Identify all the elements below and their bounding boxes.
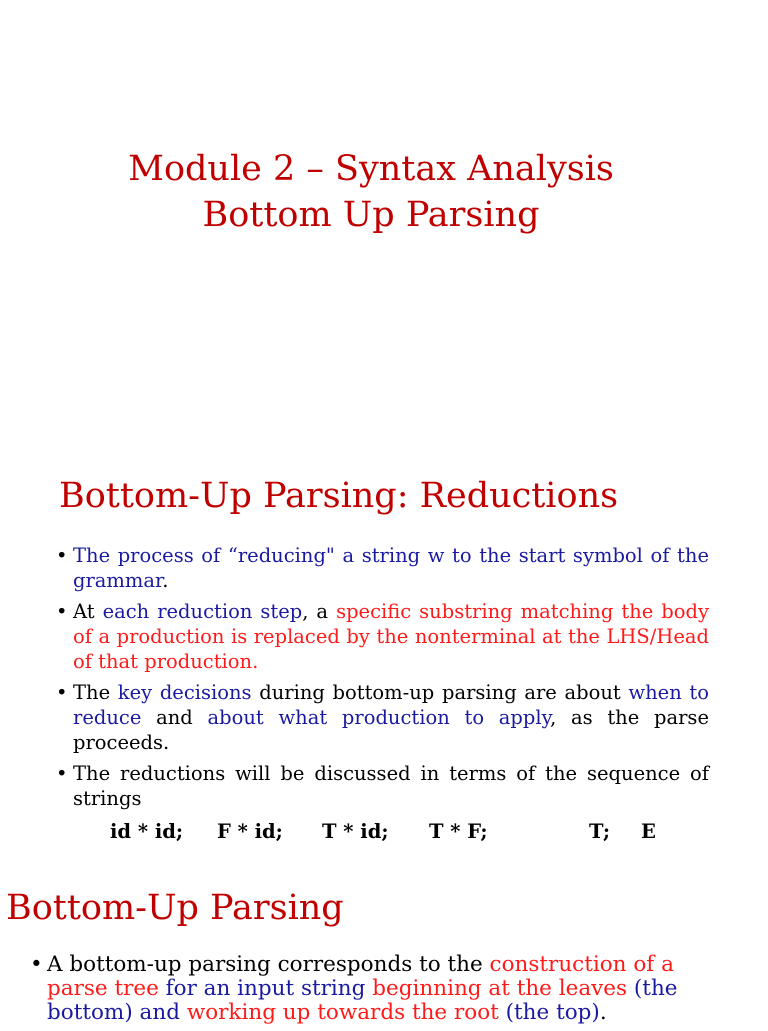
reductions-bullet-list (56, 543, 709, 817)
reduction-sequence (0, 820, 768, 846)
title-line-2: Bottom Up Parsing (202, 195, 540, 235)
sequence-item: E (641, 820, 656, 843)
bullet-reduction-step: • At each reduction step, a specific substring matching the body of a production is replaced by the nonterminal at the LHS/Head of that production. (56, 600, 709, 673)
sequence-item: T; (589, 820, 611, 843)
bullet-dot: • (56, 681, 68, 704)
bullet-dot: • (56, 762, 68, 785)
bullet-dot: • (30, 952, 43, 977)
bottom-up-heading: Bottom-Up Parsing (6, 888, 344, 928)
bullet-sequence-intro: • The reductions will be discussed in terms of the sequence of strings (56, 762, 709, 810)
sequence-item: id * id; (110, 820, 184, 843)
sequence-item: F * id; (217, 820, 283, 843)
bullet-parse-tree: • A bottom-up parsing corresponds to the construction of a parse tree for an input string beginning at the leaves (the bottom) and working up towards the root (the top). (30, 952, 678, 1025)
sequence-item: T * F; (429, 820, 488, 843)
bullet-dot: • (56, 600, 68, 623)
reductions-heading: Bottom-Up Parsing: Reductions (59, 476, 619, 516)
bottom-up-bullet-list (30, 953, 690, 1031)
bullet-reducing: • The process of “reducing" a string w to the start symbol of the grammar. (56, 544, 709, 592)
title-line-1: Module 2 – Syntax Analysis (128, 149, 614, 189)
bullet-key-decisions: • The key decisions during bottom-up parsing are about when to reduce and about what production to apply, as the parse proceeds. (56, 681, 709, 754)
slide-title (0, 146, 742, 238)
bullet-dot: • (56, 544, 68, 567)
sequence-item: T * id; (322, 820, 389, 843)
